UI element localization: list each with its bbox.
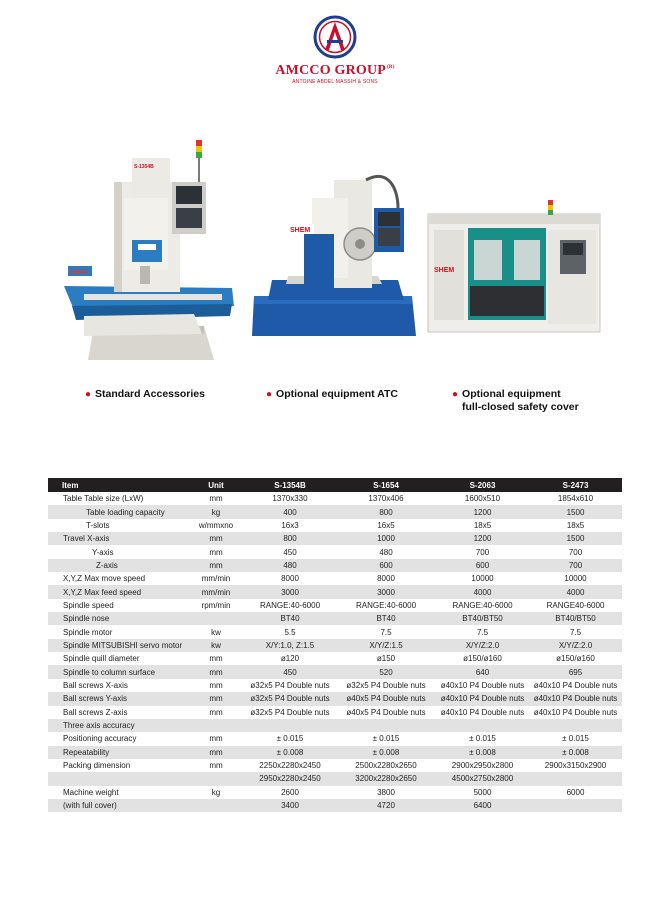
spec-item: Table loading capacity [48,505,188,518]
header-model: S-2473 [529,478,622,492]
table-row [48,532,622,545]
spec-value [529,719,622,732]
spec-value: 3200x2280x2650 [336,772,436,785]
header-model: S-2063 [436,478,529,492]
spec-item: Y-axis [92,547,114,557]
spec-item: Table Table size (LxW) [63,494,144,504]
bullet-icon: ● [452,389,459,400]
spec-value: ø32x5 P4 Double nuts [250,680,330,690]
spec-value: 1200 [436,532,529,545]
spec-value: BT40/BT50 [529,612,622,625]
spec-value: ± 0.008 [336,746,436,759]
spec-value: 18x5 [473,520,492,530]
spec-value [529,799,622,812]
spec-item: (with full cover) [48,799,188,812]
brand-name: AMCCO $GROUP^{(R)}$ [275,63,395,78]
spec-value: ø150 [376,654,396,664]
table-row [48,612,622,625]
spec-value: 2900x3150x2900 [544,761,607,771]
table-row [48,585,622,598]
spec-item: T-slots [86,520,110,530]
bullet-icon: ● [85,389,92,400]
table-row [48,732,622,745]
spec-value: 18x5 [566,520,585,530]
spec-item: Spindle motor [63,627,113,637]
spec-value: 4720 [336,799,436,812]
table-header-row [48,478,622,492]
spec-value: 400 [244,505,336,518]
spec-unit: mm [188,746,244,759]
spec-value: ø40x10 P4 Double nuts [440,707,525,717]
spec-value: 1000 [336,532,436,545]
caption-optional-atc: ● Optional equipment ATC [266,388,398,400]
spec-item: Three axis accuracy [48,719,188,732]
spec-value: 700 [475,547,490,557]
spec-value: 1500 [529,505,622,518]
spec-unit: mm [188,532,244,545]
table-row [48,759,622,772]
spec-value: 1500 [529,532,622,545]
spec-value: 5.5 [284,627,296,637]
spec-value: 16x3 [281,520,299,530]
spec-value: ± 0.015 [469,734,496,744]
table-row [48,492,622,505]
spec-unit: w/mmxno [198,520,234,530]
spec-value: ø120 [280,654,300,664]
spec-value: 1370x406 [368,494,404,504]
spec-value: ± 0.008 [244,746,336,759]
table-row [48,559,622,572]
spec-unit: mm [209,761,223,771]
spec-item: Ball screws X-axis [63,680,128,690]
spec-value: 700 [529,559,622,572]
spec-value: X/Y/Z:2.0 [529,639,622,652]
spec-item: X,Y,Z Max feed speed [48,585,188,598]
table-row [48,505,622,518]
spec-value: 4500x2750x2800 [436,772,529,785]
spec-value: 800 [244,532,336,545]
spec-value: ø40x10 P4 Double nuts [436,692,529,705]
spec-value: ø40x5 P4 Double nuts [346,707,426,717]
spec-unit: mm [188,692,244,705]
machine-brand-label: SHEM [70,270,88,276]
header-model: S-1354B [244,478,336,492]
spec-value: ± 0.008 [529,746,622,759]
table-row [48,519,622,532]
bullet-icon: ● [266,389,273,400]
company-logo [268,14,402,84]
machine-brand-label: SHEM [290,227,311,234]
spec-unit: mm [209,707,223,717]
spec-unit [188,772,244,785]
spec-value: X/Y/Z:1.5 [336,639,436,652]
spec-value: 16x5 [377,520,395,530]
spec-value: RANGE:40-6000 [259,600,321,610]
spec-unit: mm [188,559,244,572]
spec-value: 2600 [281,787,299,797]
spec-value: ø40x10 P4 Double nuts [440,680,525,690]
spec-unit [188,719,244,732]
enclosed-machine-illustration [424,200,604,335]
spec-value: ø150/ø160 [463,654,502,664]
spec-value: 3000 [244,585,336,598]
caption-standard-accessories: ● Standard Accessories [85,388,205,400]
spec-value: 1600x510 [464,494,501,504]
spec-item: X,Y,Z Max move speed [63,574,146,584]
spec-value: 640 [436,665,529,678]
spec-value: 3400 [244,799,336,812]
spec-value: 4000 [529,585,622,598]
spec-value: 3800 [377,787,395,797]
spec-unit [188,612,244,625]
spec-value [529,772,622,785]
table-row [48,706,622,719]
spec-item: Z-axis [48,559,188,572]
machine-image-s1354b [54,138,240,368]
spec-item: Spindle quill diameter [63,654,140,664]
spec-unit: mm [209,547,223,557]
table-row [48,679,622,692]
spec-value: 600 [336,559,436,572]
spec-value: ø40x10 P4 Double nuts [533,707,618,717]
spec-value: 520 [336,665,436,678]
spec-value: 1200 [436,505,529,518]
table-row [48,652,622,665]
spec-value: BT40 [336,612,436,625]
spec-value: 450 [244,665,336,678]
table-row [48,692,622,705]
spec-value: 8000 [281,574,299,584]
spec-item: Spindle speed [63,600,114,610]
spec-unit [188,799,244,812]
spec-value: RANGE:40-6000 [452,600,513,610]
spec-unit: mm [209,494,223,504]
spec-value: 7.5 [569,627,582,637]
spec-item: Spindle to column surface [48,665,188,678]
spec-unit: mm [188,665,244,678]
milling-machine-atc-illustration [248,168,420,340]
spec-unit: mm/min [201,574,231,584]
spec-item: Ball screws Z-axis [63,707,128,717]
spec-value: 8000 [377,574,395,584]
spec-value: 695 [529,665,622,678]
table-row [48,772,622,785]
spec-unit: rpm/min [201,600,231,610]
spec-item: Spindle nose [48,612,188,625]
spec-value: 800 [336,505,436,518]
spec-unit: mm/min [188,585,244,598]
spec-value: BT40 [244,612,336,625]
spec-unit: kg [211,787,221,797]
spec-value: 1854x610 [557,494,594,504]
spec-value: 3000 [336,585,436,598]
milling-machine-illustration [54,138,240,368]
spec-value: ø150/ø160 [556,654,595,664]
spec-unit: kg [188,505,244,518]
spec-value: 7.5 [476,627,489,637]
machine-model-label: S-1354B [134,164,154,170]
spec-value: BT40/BT50 [436,612,529,625]
spec-value: 5000 [473,787,492,797]
spec-value: 450 [283,547,297,557]
header-model: S-1654 [336,478,436,492]
spec-value: 10000 [471,574,494,584]
spec-value: 480 [244,559,336,572]
spec-item: Repeatability [48,746,188,759]
caption-optional-safety-cover: ● Optional equipment full-closed safety cover [452,388,579,413]
spec-unit: kw [188,639,244,652]
spec-item: Positioning accuracy [63,734,137,744]
spec-item: Machine weight [63,787,119,797]
table-row [48,719,622,732]
spec-value: 2250x2280x2450 [259,761,321,771]
spec-item: Travel X-axis [48,532,188,545]
spec-value: ± 0.008 [436,746,529,759]
machine-brand-label: SHEM [434,267,455,274]
table-row [48,572,622,585]
specification-table [48,478,622,812]
amcco-emblem-icon [312,14,358,60]
spec-value: X/Y/Z:2.0 [436,639,529,652]
table-row [48,786,622,799]
brand-subtitle: ANTOINE ABDEL MASSIH & SONS [292,79,378,85]
spec-value: 600 [436,559,529,572]
spec-unit: mm [209,680,223,690]
spec-value: X/Y:1.0, Z:1.5 [244,639,336,652]
table-row [48,545,622,558]
spec-value: 2900x2950x2800 [451,761,514,771]
header-item: Item [48,478,188,492]
spec-value: RANGE:40-6000 [355,600,417,610]
spec-value: ø40x10 P4 Double nuts [533,680,618,690]
spec-value: RANGE40-6000 [546,600,605,610]
spec-value: ± 0.015 [372,734,400,744]
spec-unit: mm [209,654,223,664]
machine-image-enclosed [424,200,604,335]
spec-value: 700 [568,547,583,557]
table-row [48,625,622,638]
spec-unit: mm [209,734,223,744]
table-row [48,639,622,652]
spec-value [336,719,436,732]
spec-value: 4000 [436,585,529,598]
header-unit: Unit [188,478,244,492]
spec-unit: kw [211,627,221,637]
spec-value: 2950x2280x2450 [244,772,336,785]
spec-value: ± 0.015 [562,734,589,744]
spec-value: 6400 [436,799,529,812]
spec-value: ø32x5 P4 Double nuts [250,707,330,717]
spec-value: 480 [379,547,393,557]
spec-value: ø32x5 P4 Double nuts [346,680,426,690]
spec-value: ± 0.015 [276,734,304,744]
table-row [48,799,622,812]
spec-value: 6000 [566,787,585,797]
spec-value: ø40x10 P4 Double nuts [529,692,622,705]
spec-value: ø40x5 P4 Double nuts [336,692,436,705]
spec-item [48,772,188,785]
spec-value: 7.5 [380,627,392,637]
spec-value: 2500x2280x2650 [355,761,417,771]
spec-value [244,719,336,732]
spec-value: 10000 [564,574,587,584]
spec-item: Ball screws Y-axis [48,692,188,705]
table-row [48,665,622,678]
spec-item: Spindle MITSUBISHI servo motor [48,639,188,652]
spec-value [436,719,529,732]
machine-image-atc [248,168,420,340]
table-row [48,599,622,612]
spec-value: ø32x5 P4 Double nuts [244,692,336,705]
spec-item: Packing dimension [63,761,131,771]
table-row [48,746,622,759]
spec-value: 1370x330 [272,494,308,504]
